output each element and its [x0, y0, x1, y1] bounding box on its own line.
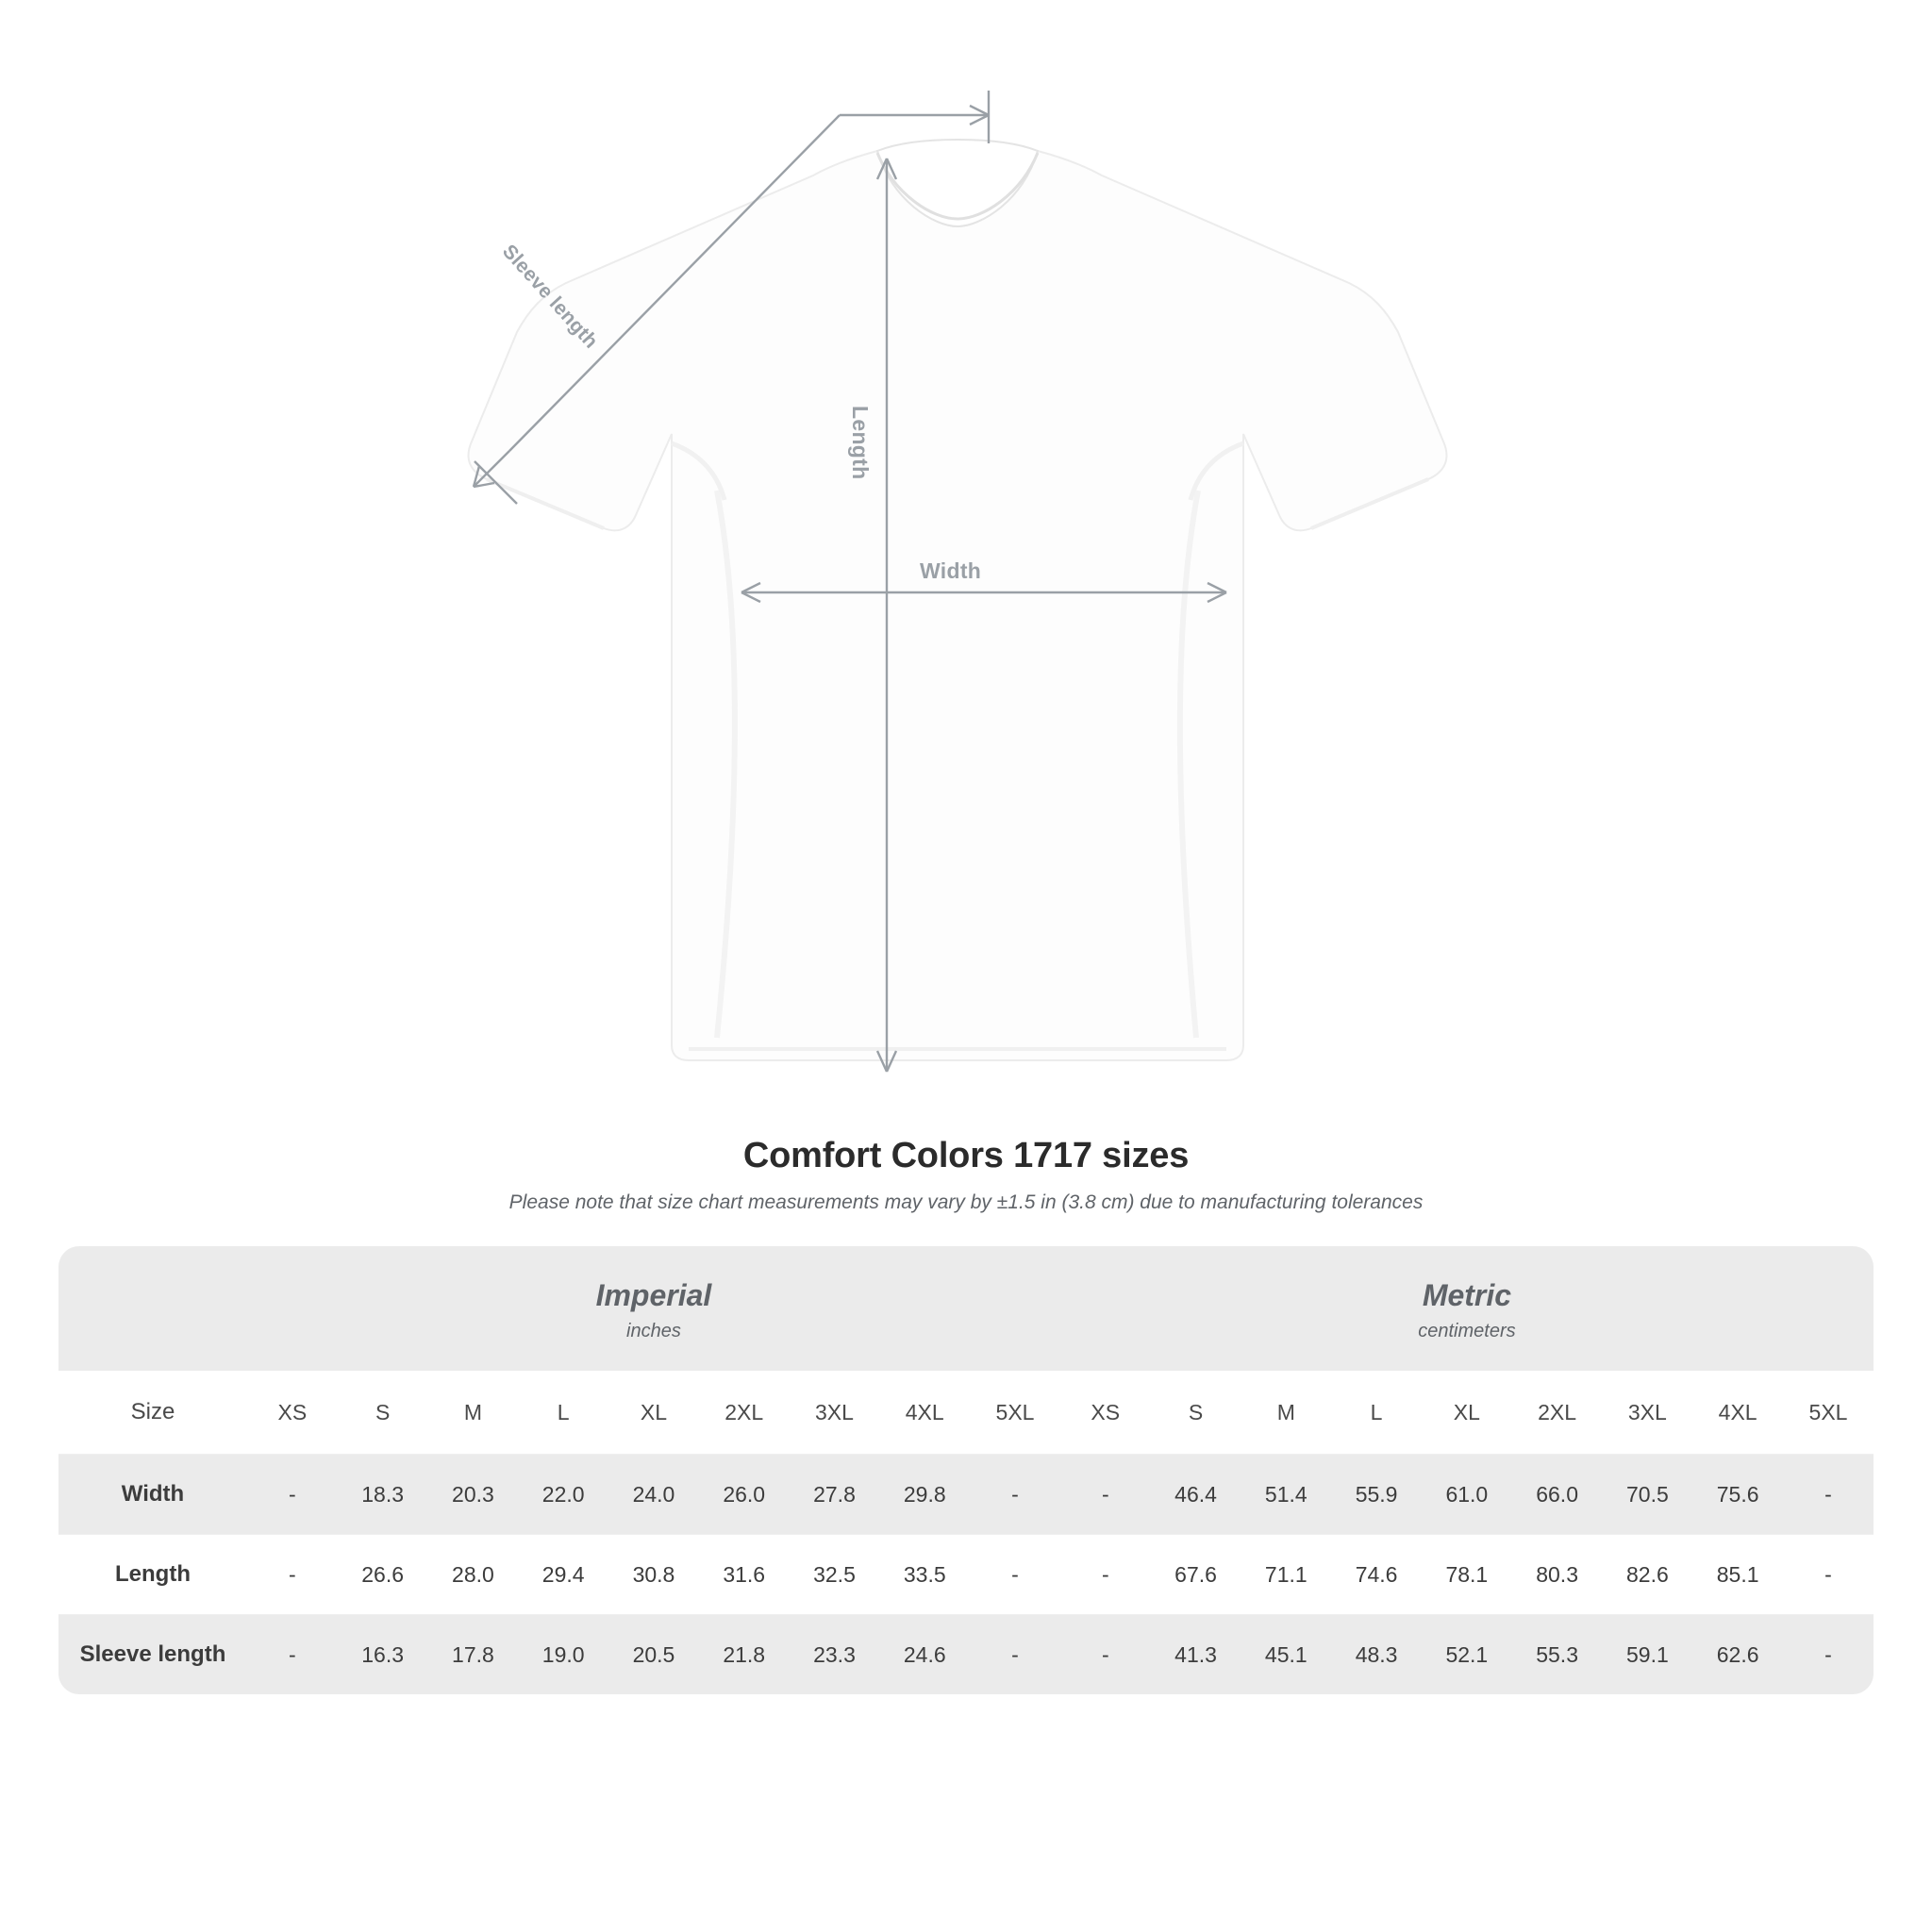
cell-sleeve-7: 24.6: [879, 1615, 970, 1695]
size-table-wrapper: [58, 1246, 1874, 1694]
cell-width-14: 66.0: [1512, 1455, 1603, 1535]
unit-metric-cell: [1060, 1246, 1874, 1371]
col-header-2: M: [428, 1371, 519, 1455]
cell-width-9: -: [1060, 1455, 1151, 1535]
cell-length-5: 31.6: [699, 1535, 790, 1615]
unit-metric-name: Metric: [1422, 1278, 1512, 1312]
cell-length-1: 26.6: [338, 1535, 428, 1615]
page-title: Comfort Colors 1717 sizes: [742, 1136, 1190, 1175]
cell-length-3: 29.4: [518, 1535, 608, 1615]
cell-width-3: 22.0: [518, 1455, 608, 1535]
col-header-1: S: [338, 1371, 428, 1455]
cell-width-11: 51.4: [1241, 1455, 1331, 1535]
col-header-3: L: [518, 1371, 608, 1455]
cell-length-10: 67.6: [1151, 1535, 1241, 1615]
table-row: [58, 1615, 1874, 1695]
row-label-length: Length: [58, 1535, 247, 1615]
width-label: Width: [920, 558, 982, 583]
unit-blank-cell: [58, 1246, 247, 1371]
cell-length-13: 78.1: [1422, 1535, 1512, 1615]
unit-imperial-cell: [247, 1246, 1060, 1371]
title-block: [0, 1136, 1932, 1214]
tolerance-note: Please note that size chart measurements may vary by ±1.5 in (3.8 cm) due to manufacturing tolerances: [508, 1191, 1424, 1213]
length-label: Length: [848, 406, 873, 480]
cell-sleeve-5: 21.8: [699, 1615, 790, 1695]
cell-width-1: 18.3: [338, 1455, 428, 1535]
cell-length-12: 74.6: [1331, 1535, 1422, 1615]
cell-length-9: -: [1060, 1535, 1151, 1615]
cell-length-17: -: [1783, 1535, 1874, 1615]
cell-width-4: 24.0: [608, 1455, 699, 1535]
cell-width-12: 55.9: [1331, 1455, 1422, 1535]
cell-length-0: -: [247, 1535, 338, 1615]
cell-sleeve-14: 55.3: [1512, 1615, 1603, 1695]
cell-width-6: 27.8: [790, 1455, 880, 1535]
col-header-6: 3XL: [790, 1371, 880, 1455]
cell-sleeve-15: 59.1: [1602, 1615, 1692, 1695]
col-header-9: XS: [1060, 1371, 1151, 1455]
cell-sleeve-10: 41.3: [1151, 1615, 1241, 1695]
cell-width-7: 29.8: [879, 1455, 970, 1535]
cell-sleeve-13: 52.1: [1422, 1615, 1512, 1695]
col-header-4: XL: [608, 1371, 699, 1455]
cell-sleeve-4: 20.5: [608, 1615, 699, 1695]
col-header-16: 4XL: [1692, 1371, 1783, 1455]
cell-width-5: 26.0: [699, 1455, 790, 1535]
cell-sleeve-0: -: [247, 1615, 338, 1695]
col-header-7: 4XL: [879, 1371, 970, 1455]
col-header-12: L: [1331, 1371, 1422, 1455]
cell-width-15: 70.5: [1602, 1455, 1692, 1535]
size-header-row: [58, 1371, 1874, 1455]
cell-sleeve-8: -: [970, 1615, 1060, 1695]
table-row: [58, 1535, 1874, 1615]
cell-sleeve-12: 48.3: [1331, 1615, 1422, 1695]
row-label-sleeve-length: Sleeve length: [58, 1615, 247, 1695]
col-header-11: M: [1241, 1371, 1331, 1455]
cell-length-14: 80.3: [1512, 1535, 1603, 1615]
cell-width-0: -: [247, 1455, 338, 1535]
tshirt-shape: [469, 140, 1447, 1060]
cell-length-15: 82.6: [1602, 1535, 1692, 1615]
cell-length-8: -: [970, 1535, 1060, 1615]
table-row: [58, 1455, 1874, 1535]
col-header-17: 5XL: [1783, 1371, 1874, 1455]
unit-imperial-name: Imperial: [595, 1278, 712, 1312]
cell-sleeve-3: 19.0: [518, 1615, 608, 1695]
col-header-8: 5XL: [970, 1371, 1060, 1455]
unit-metric-sub: centimeters: [1418, 1321, 1516, 1341]
cell-sleeve-17: -: [1783, 1615, 1874, 1695]
cell-sleeve-2: 17.8: [428, 1615, 519, 1695]
row-label-width: Width: [58, 1455, 247, 1535]
cell-width-10: 46.4: [1151, 1455, 1241, 1535]
cell-sleeve-6: 23.3: [790, 1615, 880, 1695]
cell-sleeve-9: -: [1060, 1615, 1151, 1695]
col-header-5: 2XL: [699, 1371, 790, 1455]
col-header-14: 2XL: [1512, 1371, 1603, 1455]
cell-width-16: 75.6: [1692, 1455, 1783, 1535]
col-header-15: 3XL: [1602, 1371, 1692, 1455]
cell-width-17: -: [1783, 1455, 1874, 1535]
size-header-label: Size: [58, 1371, 247, 1455]
col-header-0: XS: [247, 1371, 338, 1455]
cell-length-7: 33.5: [879, 1535, 970, 1615]
unit-imperial-sub: inches: [626, 1321, 681, 1341]
cell-length-6: 32.5: [790, 1535, 880, 1615]
cell-length-2: 28.0: [428, 1535, 519, 1615]
col-header-10: S: [1151, 1371, 1241, 1455]
unit-header-row: [58, 1246, 1874, 1371]
cell-length-11: 71.1: [1241, 1535, 1331, 1615]
sleeve-length-label: Sleeve length: [497, 241, 603, 353]
cell-width-13: 61.0: [1422, 1455, 1512, 1535]
cell-length-16: 85.1: [1692, 1535, 1783, 1615]
cell-length-4: 30.8: [608, 1535, 699, 1615]
cell-sleeve-11: 45.1: [1241, 1615, 1331, 1695]
col-header-13: XL: [1422, 1371, 1512, 1455]
cell-sleeve-16: 62.6: [1692, 1615, 1783, 1695]
cell-width-2: 20.3: [428, 1455, 519, 1535]
cell-width-8: -: [970, 1455, 1060, 1535]
cell-sleeve-1: 16.3: [338, 1615, 428, 1695]
size-table: [58, 1246, 1874, 1694]
